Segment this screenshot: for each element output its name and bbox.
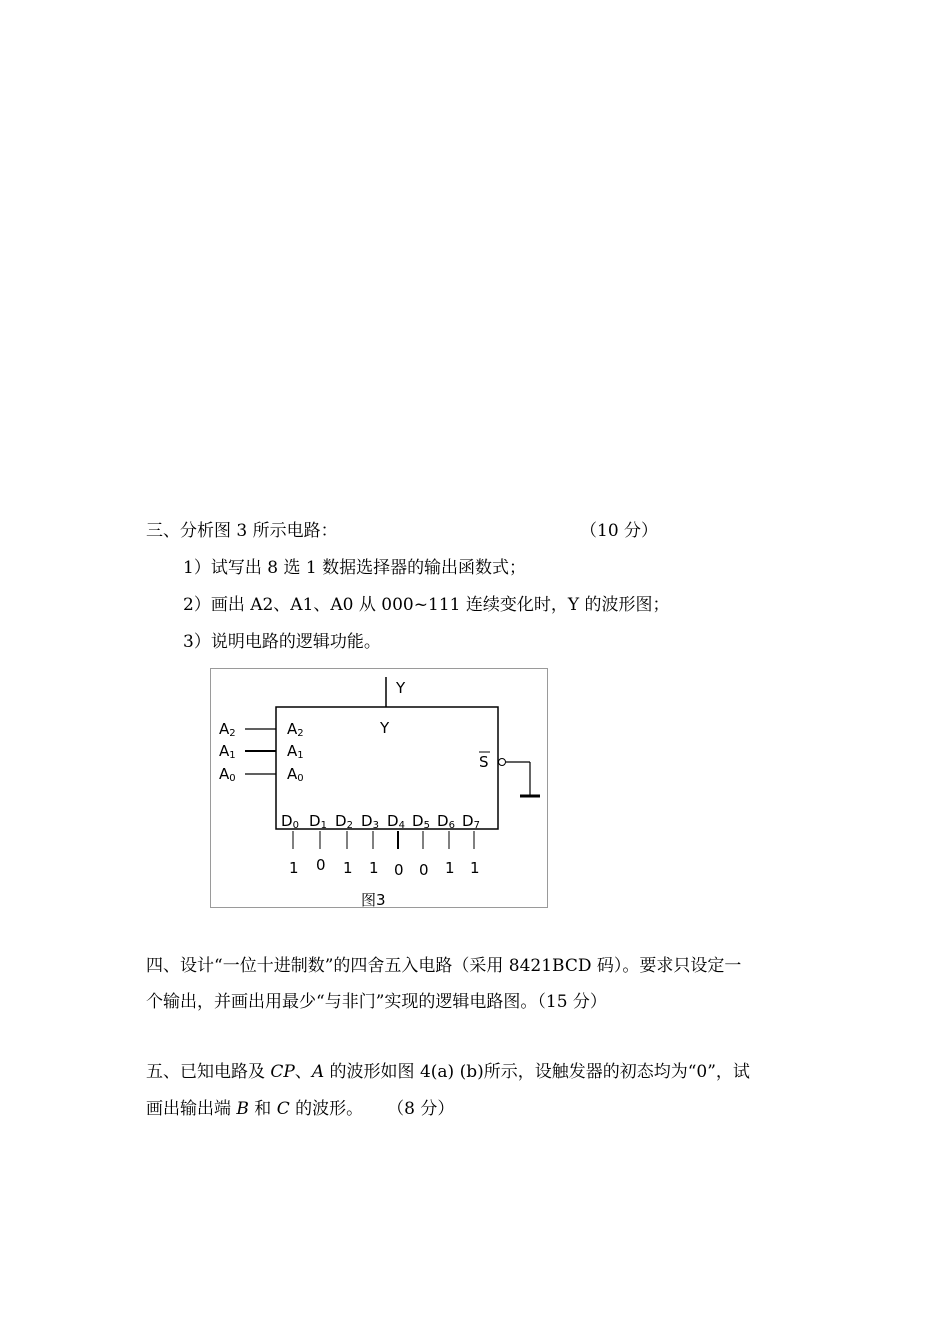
question3-item-3: 3）说明电路的逻辑功能。 (183, 632, 381, 652)
pin-d1-label: D1 (309, 812, 327, 831)
pin-d1-value: 0 (316, 856, 326, 874)
inner-a2-label: A2 (287, 720, 304, 739)
question3-item-2: 2）画出 A2、A1、A0 从 000~111 连续变化时，Y 的波形图； (183, 595, 670, 615)
output-y-label: Y (396, 679, 406, 697)
question4-line-1: 四、设计“一位十进制数”的四舍五入电路（采用 8421BCD 码）。要求只设定一 (146, 956, 742, 976)
enable-s-label: S (479, 753, 489, 771)
figure-3 (210, 668, 548, 908)
inner-a0-label: A0 (287, 765, 304, 784)
question4-line-2: 个输出，并画出用最少“与非门”实现的逻辑电路图。（15 分） (146, 992, 607, 1012)
pin-d3-value: 1 (369, 859, 379, 877)
pin-d2-value: 1 (343, 859, 353, 877)
pin-d2-label: D2 (335, 812, 353, 831)
figure-caption: 图3 (361, 891, 386, 909)
pin-d7-value: 1 (470, 859, 480, 877)
question3-score: （10 分） (580, 521, 659, 541)
pin-d5-value: 0 (419, 861, 429, 879)
question5-line-1: 五、已知电路及 CP、A 的波形如图 4(a) (b)所示，设触发器的初态均为“0”，试 (146, 1062, 750, 1082)
outer-a2-label: A2 (219, 720, 236, 739)
pin-d6-label: D6 (437, 812, 455, 831)
mux-diagram (211, 669, 549, 909)
question5-line-2: 画出输出端 B 和 C 的波形。 （8 分） (146, 1099, 455, 1119)
outer-a1-label: A1 (219, 742, 236, 761)
question3-title: 三、分析图 3 所示电路： (146, 521, 338, 541)
question3-item-1: 1）试写出 8 选 1 数据选择器的输出函数式； (183, 558, 527, 578)
inner-y-label: Y (380, 719, 390, 737)
pin-d4-value: 0 (394, 861, 404, 879)
pin-d6-value: 1 (445, 859, 455, 877)
outer-a0-label: A0 (219, 765, 236, 784)
inner-a1-label: A1 (287, 742, 304, 761)
pin-d4-label: D4 (387, 812, 405, 831)
pin-d0-value: 1 (289, 859, 299, 877)
pin-d5-label: D5 (412, 812, 430, 831)
question5-score: （8 分） (387, 1099, 455, 1119)
inversion-bubble (499, 759, 506, 766)
pin-d3-label: D3 (361, 812, 379, 831)
pin-d7-label: D7 (462, 812, 480, 831)
pin-d0-label: D0 (281, 812, 299, 831)
